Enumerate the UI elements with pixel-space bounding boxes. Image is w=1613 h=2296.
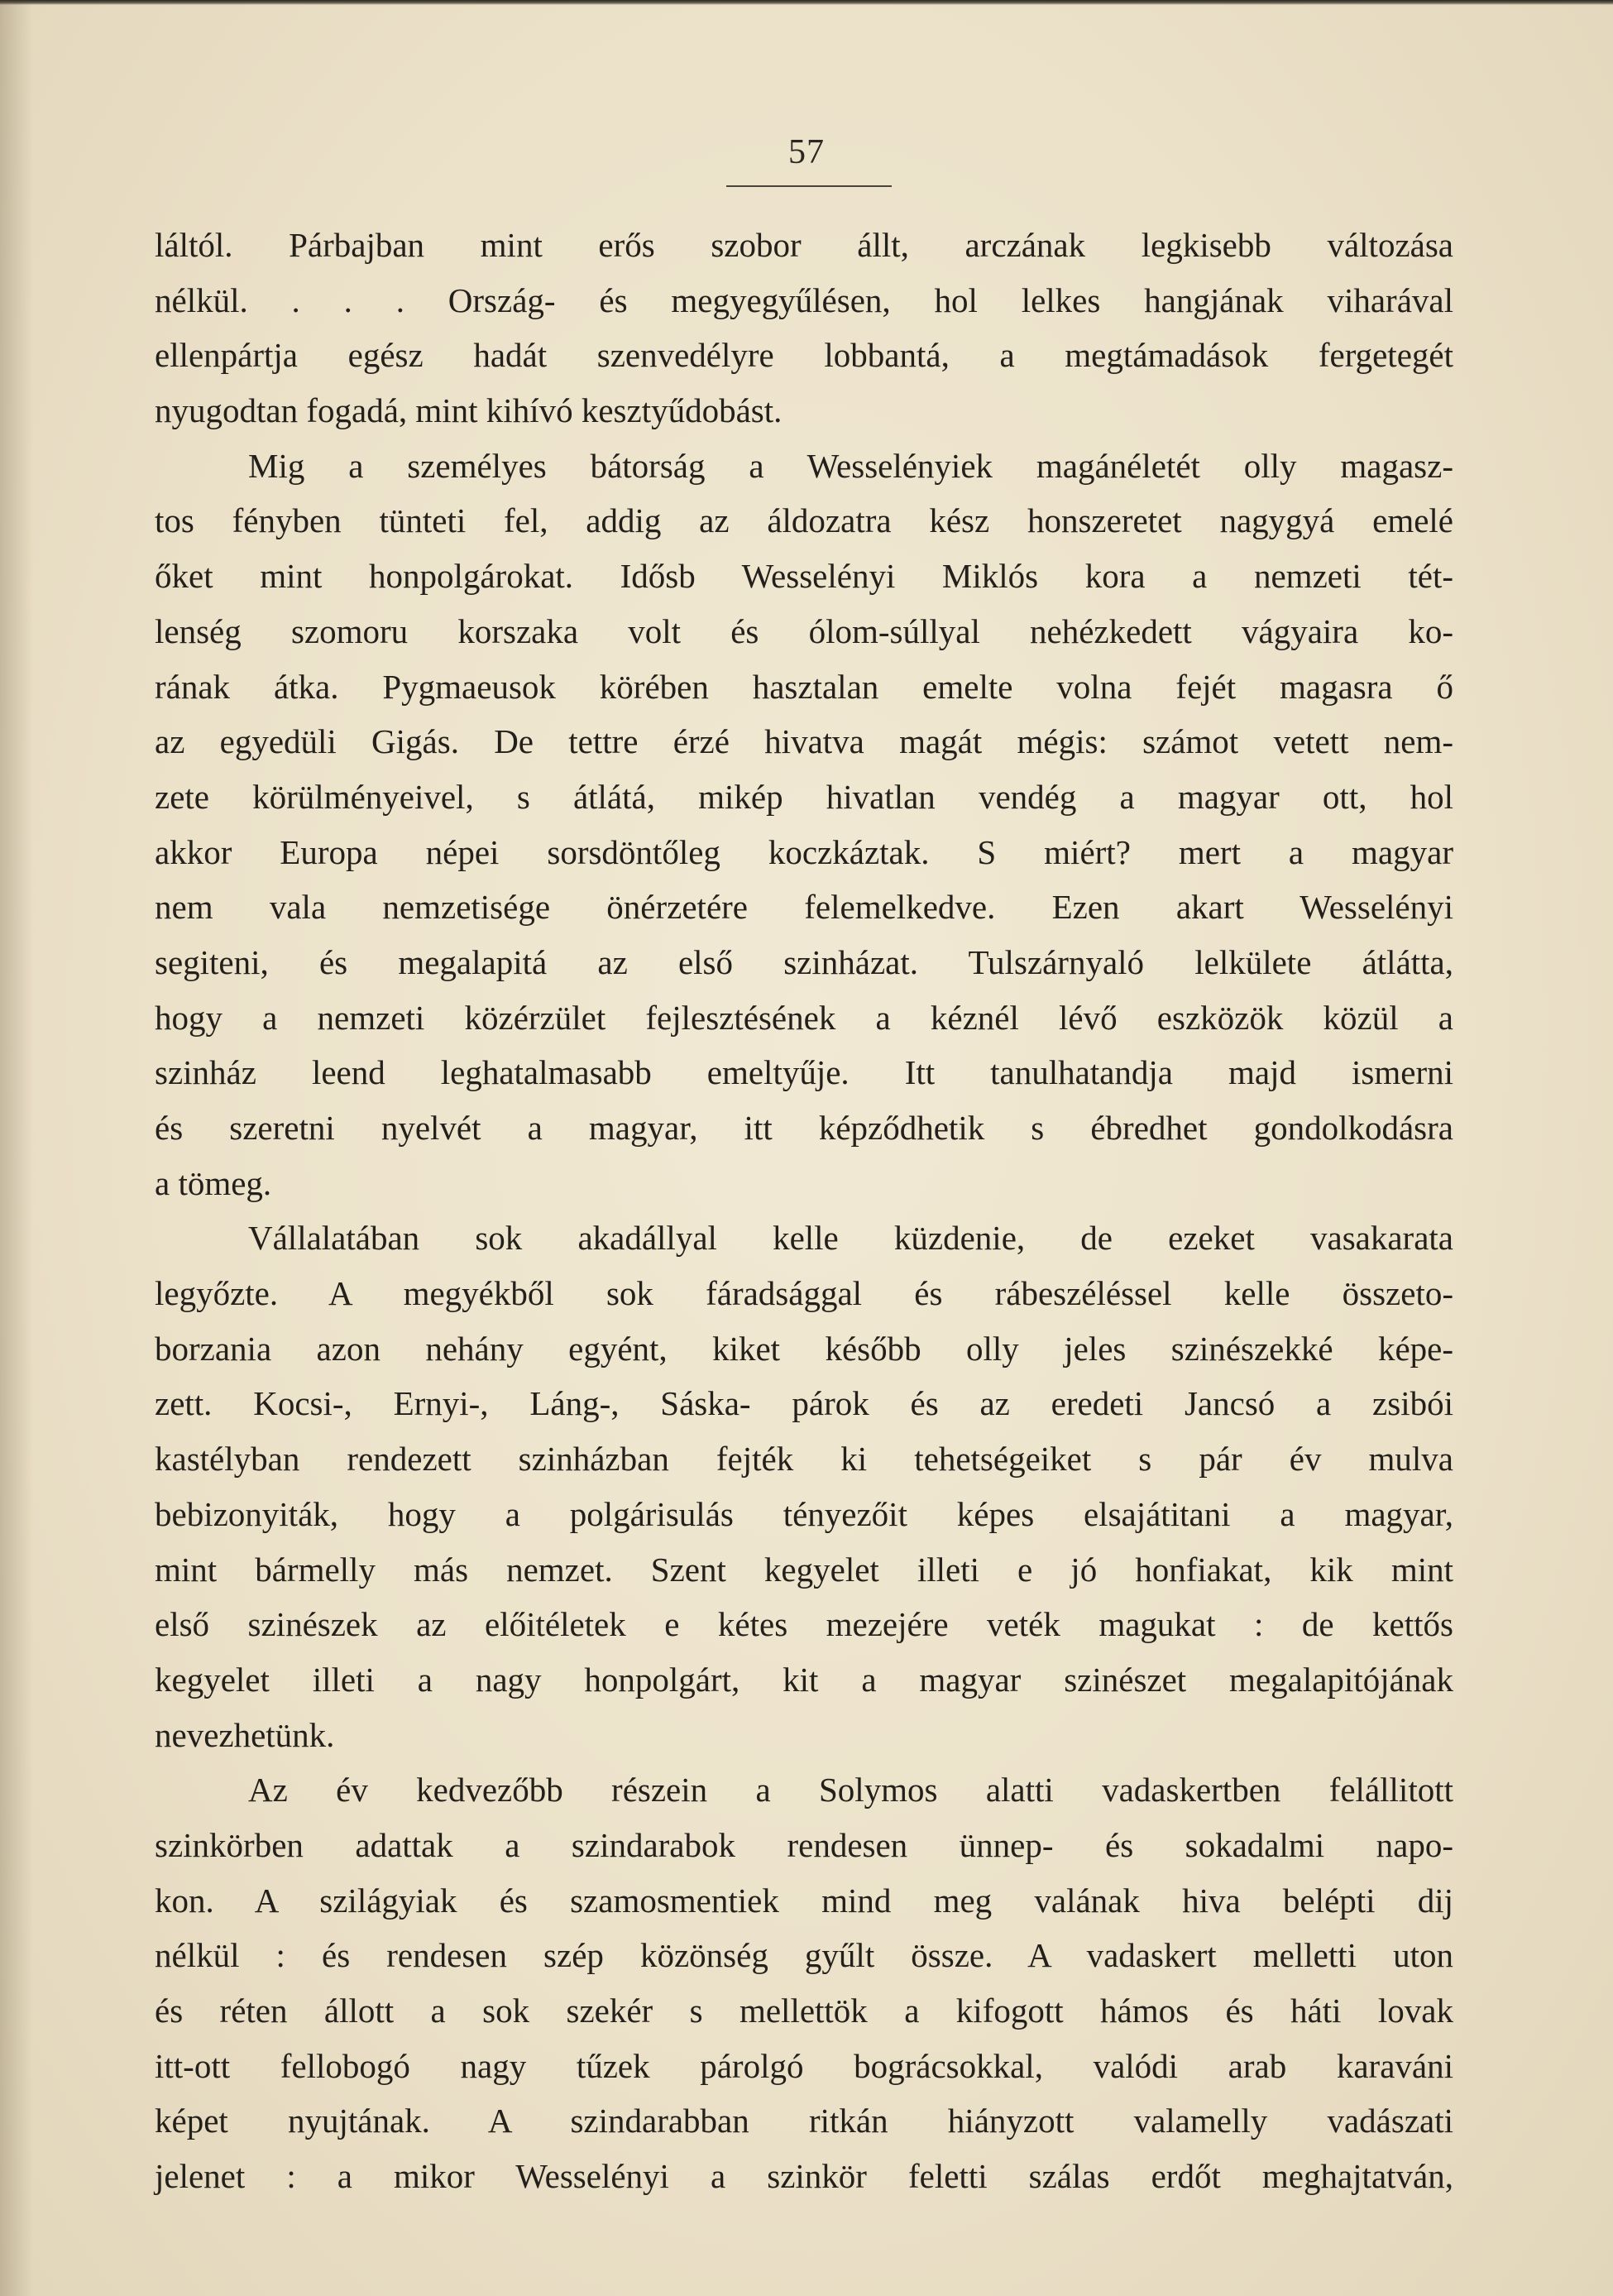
text-line: képet nyujtának. A szindarabban ritkán hiányzott valamelly vadászati xyxy=(155,2102,1453,2140)
text-line: Vállalatában sok akadállyal kelle küzdenie, de ezeket vasakarata xyxy=(248,1219,1453,1258)
text-line: nem vala nemzetisége önérzetére felemelkedve. Ezen akart Wesselényi xyxy=(155,888,1453,927)
text-line: kegyelet illeti a nagy honpolgárt, kit a magyar szinészet megalapitójának xyxy=(155,1660,1453,1699)
text-line: és réten állott a sok szekér s mellettök a kifogott hámos és háti lovak xyxy=(155,1992,1453,2030)
text-line: Az év kedvezőbb részein a Solymos alatti vadaskertben felállitott xyxy=(248,1771,1453,1809)
text-line: első szinészek az előitéletek e kétes mezejére veték magukat : de kettős xyxy=(155,1605,1453,1644)
text-line: az egyedüli Gigás. De tettre érzé hivatva magát mégis: számot vetett nem- xyxy=(155,722,1453,761)
body-text xyxy=(155,218,1453,2204)
text-line: a tömeg. xyxy=(155,1163,272,1202)
text-line: jelenet : a mikor Wesselényi a szinkör feletti szálas erdőt meghajtatván, xyxy=(155,2157,1453,2196)
text-line: borzania azon nehány egyént, kiket később olly jeles szinészekké képe- xyxy=(155,1329,1453,1368)
text-line: nevezhetünk. xyxy=(155,1715,335,1754)
text-line: akkor Europa népei sorsdöntőleg koczkáztak. S miért? mert a magyar xyxy=(155,832,1453,871)
text-line: nélkül : és rendesen szép közönség gyűlt össze. A vadaskert melletti uton xyxy=(155,1936,1453,1975)
text-line: ellenpártja egész hadát szenvedélyre lobbantá, a megtámadások fergetegét xyxy=(155,336,1453,375)
text-line: nélkül. . . . Ország- és megyegyűlésen, hol lelkes hangjának viharával xyxy=(155,280,1453,319)
text-line: zett. Kocsi-, Ernyi-, Láng-, Sáska- párok és az eredeti Jancsó a zsibói xyxy=(155,1384,1453,1423)
text-line: hogy a nemzeti közérzület fejlesztésének a kéznél lévő eszközök közül a xyxy=(155,998,1453,1037)
text-line: láltól. Párbajban mint erős szobor állt, arczának legkisebb változása xyxy=(155,226,1453,264)
page-top-edge xyxy=(0,0,1613,5)
text-line: nyugodtan fogadá, mint kihívó kesztyűdobást. xyxy=(155,391,783,430)
text-line: szinkörben adattak a szindarabok rendesen ünnep- és sokadalmi napo- xyxy=(155,1825,1453,1864)
page-number-rule xyxy=(726,185,892,187)
text-line: itt-ott fellobogó nagy tűzek párolgó bográcsokkal, valódi arab karaváni xyxy=(155,2046,1453,2085)
text-line: bebizonyiták, hogy a polgárisulás tényezőit képes elsajátitani a magyar, xyxy=(155,1494,1453,1533)
text-line: tos fényben tünteti fel, addig az áldozatra kész honszeretet nagygyá emelé xyxy=(155,501,1453,540)
text-line: őket mint honpolgárokat. Idősb Wesselényi Miklós kora a nemzeti tét- xyxy=(155,557,1453,596)
text-line: kastélyban rendezett szinházban fejték ki tehetségeiket s pár év mulva xyxy=(155,1440,1453,1479)
text-line: Mig a személyes bátorság a Wesselényiek magánéletét olly magasz- xyxy=(248,446,1453,485)
text-line: mint bármelly más nemzet. Szent kegyelet illeti e jó honfiakat, kik mint xyxy=(155,1550,1453,1589)
text-line: kon. A szilágyiak és szamosmentiek mind meg valának hiva belépti dij xyxy=(155,1881,1453,1920)
text-line: és szeretni nyelvét a magyar, itt képződhetik s ébredhet gondolkodásra xyxy=(155,1109,1453,1147)
page-number: 57 xyxy=(788,133,825,171)
gutter-shadow xyxy=(0,0,33,2296)
text-line: zete körülményeivel, s átlátá, mikép hivatlan vendég a magyar ott, hol xyxy=(155,777,1453,816)
text-line: legyőzte. A megyékből sok fáradsággal és rábeszéléssel kelle összeto- xyxy=(155,1274,1453,1313)
text-line: szinház leend leghatalmasabb emeltyűje. Itt tanulhatandja majd ismerni xyxy=(155,1053,1453,1092)
text-line: segiteni, és megalapitá az első szinházat. Tulszárnyaló lelkülete átlátta, xyxy=(155,942,1453,981)
text-line: lenség szomoru korszaka volt és ólom-súllyal nehézkedett vágyaira ko- xyxy=(155,611,1453,650)
text-line: rának átka. Pygmaeusok körében hasztalan emelte volna fejét magasra ő xyxy=(155,667,1453,706)
